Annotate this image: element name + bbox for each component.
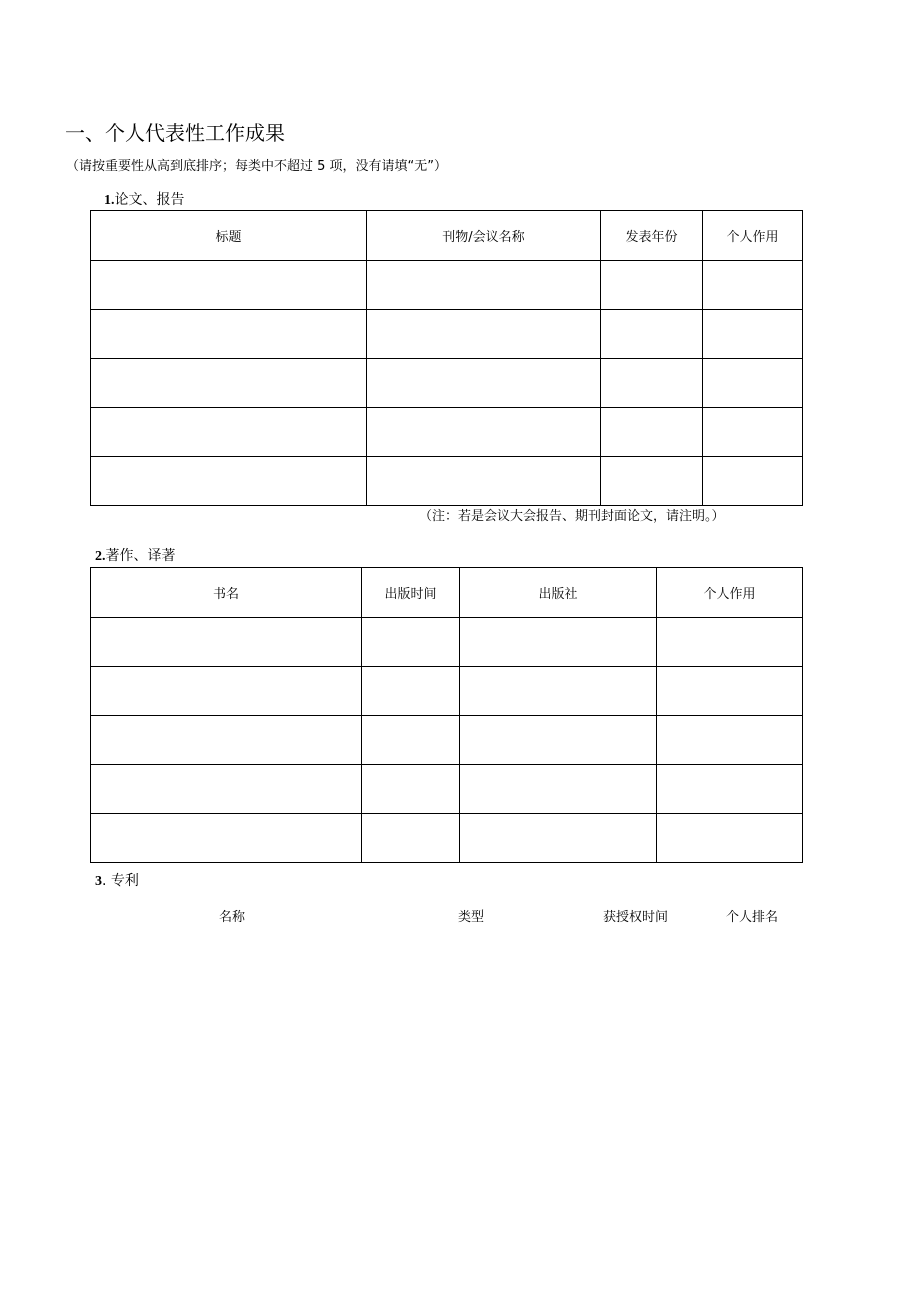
section-1-number: 1. xyxy=(104,193,115,208)
table-row xyxy=(91,618,803,667)
table-cell[interactable] xyxy=(362,618,460,667)
section-1-title xyxy=(104,190,185,211)
header-publish-year: 发表年份 xyxy=(601,211,703,261)
table-cell[interactable] xyxy=(362,667,460,716)
table-cell[interactable] xyxy=(601,457,703,506)
table-cell[interactable] xyxy=(657,618,803,667)
table-row xyxy=(91,457,803,506)
table-cell[interactable] xyxy=(91,359,367,408)
table-row xyxy=(91,765,803,814)
header-patent-type: 类型 xyxy=(458,910,485,925)
table-cell[interactable] xyxy=(657,765,803,814)
header-grant-date: 获授权时间 xyxy=(603,910,669,925)
header-publisher: 出版社 xyxy=(460,568,657,618)
table-cell[interactable] xyxy=(703,310,803,359)
table-cell[interactable] xyxy=(91,716,362,765)
table-cell[interactable] xyxy=(91,765,362,814)
table-cell[interactable] xyxy=(460,618,657,667)
main-heading: 一、个人代表性工作成果 xyxy=(65,121,285,145)
table-cell[interactable] xyxy=(91,814,362,863)
table-cell[interactable] xyxy=(91,261,367,310)
table-cell[interactable] xyxy=(367,408,601,457)
table-cell[interactable] xyxy=(367,261,601,310)
table-cell[interactable] xyxy=(362,814,460,863)
header-title: 标题 xyxy=(91,211,367,261)
table-cell[interactable] xyxy=(367,359,601,408)
table-cell[interactable] xyxy=(703,457,803,506)
papers-table xyxy=(90,210,803,506)
section-3-title xyxy=(95,871,139,892)
table-cell[interactable] xyxy=(91,457,367,506)
table-cell[interactable] xyxy=(362,716,460,765)
table-row xyxy=(91,814,803,863)
table-row xyxy=(91,359,803,408)
table-cell[interactable] xyxy=(703,261,803,310)
table-cell[interactable] xyxy=(460,667,657,716)
header-personal-role: 个人作用 xyxy=(657,568,803,618)
table-row xyxy=(91,261,803,310)
header-personal-role: 个人作用 xyxy=(703,211,803,261)
header-publish-date: 出版时间 xyxy=(362,568,460,618)
table-cell[interactable] xyxy=(601,310,703,359)
section-2-label: 著作、译著 xyxy=(105,548,176,564)
table-cell[interactable] xyxy=(91,310,367,359)
section-3-number: 3 xyxy=(95,874,102,889)
table-cell[interactable] xyxy=(362,765,460,814)
table-cell[interactable] xyxy=(601,408,703,457)
table-row xyxy=(91,310,803,359)
table-cell[interactable] xyxy=(460,716,657,765)
books-table xyxy=(90,567,803,863)
table-cell[interactable] xyxy=(601,261,703,310)
table-cell[interactable] xyxy=(703,359,803,408)
section-2-title xyxy=(95,546,176,567)
header-book-title: 书名 xyxy=(91,568,362,618)
section-3-label: . 专利 xyxy=(102,873,139,889)
table-cell[interactable] xyxy=(91,408,367,457)
table-cell[interactable] xyxy=(460,814,657,863)
instruction-text: （请按重要性从高到底排序；每类中不超过 5 项，没有请填“无”） xyxy=(66,159,448,174)
papers-note: （注：若是会议大会报告、期刊封面论文，请注明。） xyxy=(419,509,725,524)
section-1-label: 论文、报告 xyxy=(114,192,185,208)
table-cell[interactable] xyxy=(703,408,803,457)
table-row xyxy=(91,667,803,716)
papers-header-row xyxy=(91,211,803,261)
table-cell[interactable] xyxy=(91,667,362,716)
table-cell[interactable] xyxy=(657,716,803,765)
table-cell[interactable] xyxy=(657,814,803,863)
table-cell[interactable] xyxy=(91,618,362,667)
header-patent-name: 名称 xyxy=(219,910,246,925)
table-cell[interactable] xyxy=(657,667,803,716)
section-2-number: 2. xyxy=(95,549,106,564)
table-cell[interactable] xyxy=(367,310,601,359)
table-cell[interactable] xyxy=(601,359,703,408)
table-cell[interactable] xyxy=(460,765,657,814)
table-row xyxy=(91,408,803,457)
header-personal-rank: 个人排名 xyxy=(726,910,779,925)
header-journal-conference: 刊物/会议名称 xyxy=(367,211,601,261)
table-cell[interactable] xyxy=(367,457,601,506)
table-row xyxy=(91,716,803,765)
books-header-row xyxy=(91,568,803,618)
